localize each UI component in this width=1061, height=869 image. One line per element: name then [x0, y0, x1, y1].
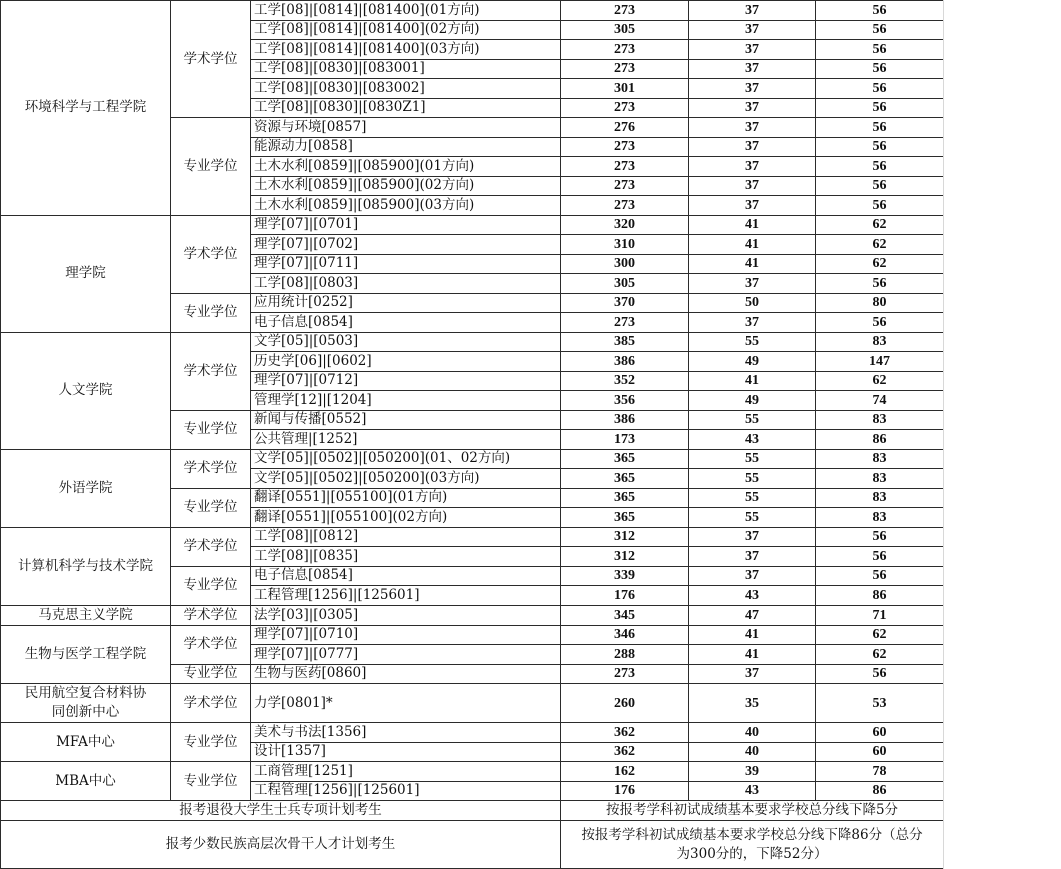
total-score-cell: 310 [561, 235, 689, 255]
score-100-cell: 55 [689, 332, 816, 352]
subject-cell: 理学[07]|[0777] [251, 645, 561, 665]
note-text: 按报考学科初试成绩基本要求学校总分线下降5分 [561, 801, 944, 821]
total-score-cell: 176 [561, 586, 689, 606]
score-100-cell: 35 [689, 684, 816, 723]
score-150-cell: 56 [816, 79, 944, 99]
total-score-cell: 362 [561, 723, 689, 743]
note-row [1, 821, 944, 869]
score-100-cell: 43 [689, 586, 816, 606]
total-score-cell: 288 [561, 645, 689, 665]
degree-type: 专业学位 [171, 118, 251, 216]
score-150-cell: 56 [816, 664, 944, 684]
score-100-cell: 37 [689, 1, 816, 21]
total-score-cell: 273 [561, 59, 689, 79]
score-150-cell: 60 [816, 723, 944, 743]
note-text: 按报考学科初试成绩基本要求学校总分线下降86分（总分为300分的，下降52分） [561, 821, 944, 869]
subject-cell: 应用统计[0252] [251, 293, 561, 313]
subject-cell: 文学[05]|[0502]|[050200](03方向) [251, 469, 561, 489]
score-100-cell: 49 [689, 352, 816, 372]
score-150-cell: 83 [816, 488, 944, 508]
subject-cell: 能源动力[0858] [251, 137, 561, 157]
table-row [1, 449, 944, 469]
subject-cell: 新闻与传播[0552] [251, 410, 561, 430]
subject-cell: 资源与环境[0857] [251, 118, 561, 138]
total-score-cell: 273 [561, 137, 689, 157]
degree-type: 学术学位 [171, 449, 251, 488]
total-score-cell: 276 [561, 118, 689, 138]
score-100-cell: 41 [689, 625, 816, 645]
total-score-cell: 320 [561, 215, 689, 235]
total-score-cell: 365 [561, 508, 689, 528]
subject-cell: 理学[07]|[0702] [251, 235, 561, 255]
score-150-cell: 56 [816, 313, 944, 333]
subject-cell: 设计[1357] [251, 742, 561, 762]
subject-cell: 翻译[0551]|[055100](01方向) [251, 488, 561, 508]
table-row [1, 1, 944, 21]
total-score-cell: 176 [561, 781, 689, 801]
score-100-cell: 37 [689, 566, 816, 586]
score-150-cell: 86 [816, 781, 944, 801]
score-150-cell: 56 [816, 118, 944, 138]
score-150-cell: 71 [816, 605, 944, 625]
score-100-cell: 40 [689, 723, 816, 743]
score-150-cell: 80 [816, 293, 944, 313]
table-row [1, 605, 944, 625]
score-100-cell: 37 [689, 274, 816, 294]
score-150-cell: 83 [816, 410, 944, 430]
score-100-cell: 43 [689, 430, 816, 450]
score-150-cell: 74 [816, 391, 944, 411]
score-100-cell: 55 [689, 469, 816, 489]
subject-cell: 工程管理[1256]|[125601] [251, 781, 561, 801]
score-150-cell: 62 [816, 215, 944, 235]
score-150-cell: 62 [816, 235, 944, 255]
degree-type: 专业学位 [171, 410, 251, 449]
score-100-cell: 49 [689, 391, 816, 411]
score-100-cell: 55 [689, 488, 816, 508]
subject-cell: 电子信息[0854] [251, 566, 561, 586]
note-label: 报考少数民族高层次骨干人才计划考生 [1, 821, 561, 869]
note-row [1, 801, 944, 821]
total-score-cell: 273 [561, 196, 689, 216]
subject-cell: 工学[08]|[0814]|[081400](02方向) [251, 20, 561, 40]
total-score-cell: 365 [561, 449, 689, 469]
degree-type: 专业学位 [171, 566, 251, 605]
total-score-cell: 312 [561, 527, 689, 547]
subject-cell: 工学[08]|[0803] [251, 274, 561, 294]
score-150-cell: 147 [816, 352, 944, 372]
total-score-cell: 273 [561, 1, 689, 21]
score-150-cell: 56 [816, 20, 944, 40]
score-150-cell: 56 [816, 547, 944, 567]
score-100-cell: 55 [689, 410, 816, 430]
score-100-cell: 41 [689, 235, 816, 255]
score-150-cell: 62 [816, 625, 944, 645]
score-100-cell: 37 [689, 176, 816, 196]
table-row [1, 332, 944, 352]
total-score-cell: 273 [561, 98, 689, 118]
total-score-cell: 346 [561, 625, 689, 645]
score-150-cell: 56 [816, 176, 944, 196]
subject-cell: 工学[08]|[0835] [251, 547, 561, 567]
subject-cell: 美术与书法[1356] [251, 723, 561, 743]
total-score-cell: 300 [561, 254, 689, 274]
score-100-cell: 37 [689, 40, 816, 60]
college-name: MBA中心 [1, 762, 171, 801]
total-score-cell: 312 [561, 547, 689, 567]
subject-cell: 管理学[12]|[1204] [251, 391, 561, 411]
score-150-cell: 62 [816, 645, 944, 665]
subject-cell: 工学[08]|[0814]|[081400](03方向) [251, 40, 561, 60]
degree-type: 学术学位 [171, 1, 251, 118]
score-100-cell: 41 [689, 645, 816, 665]
college-name: 人文学院 [1, 332, 171, 449]
subject-cell: 工学[08]|[0830]|[0830Z1] [251, 98, 561, 118]
subject-cell: 土木水利[0859]|[085900](03方向) [251, 196, 561, 216]
total-score-cell: 356 [561, 391, 689, 411]
score-150-cell: 56 [816, 1, 944, 21]
degree-type: 专业学位 [171, 664, 251, 684]
score-100-cell: 37 [689, 157, 816, 177]
total-score-cell: 273 [561, 157, 689, 177]
total-score-cell: 173 [561, 430, 689, 450]
total-score-cell: 260 [561, 684, 689, 723]
subject-cell: 翻译[0551]|[055100](02方向) [251, 508, 561, 528]
score-150-cell: 86 [816, 430, 944, 450]
degree-type: 专业学位 [171, 488, 251, 527]
score-100-cell: 37 [689, 20, 816, 40]
page-edge-line [943, 0, 944, 869]
score-100-cell: 37 [689, 79, 816, 99]
table-row [1, 762, 944, 782]
total-score-cell: 273 [561, 664, 689, 684]
subject-cell: 文学[05]|[0503] [251, 332, 561, 352]
degree-type: 学术学位 [171, 625, 251, 664]
subject-cell: 文学[05]|[0502]|[050200](01、02方向) [251, 449, 561, 469]
table-row [1, 527, 944, 547]
subject-cell: 生物与医药[0860] [251, 664, 561, 684]
score-150-cell: 56 [816, 40, 944, 60]
total-score-cell: 273 [561, 313, 689, 333]
college-name: 民用航空复合材料协同创新中心 [1, 684, 171, 723]
college-name: 环境科学与工程学院 [1, 1, 171, 216]
total-score-cell: 339 [561, 566, 689, 586]
total-score-cell: 162 [561, 762, 689, 782]
subject-cell: 土木水利[0859]|[085900](01方向) [251, 157, 561, 177]
table-row [1, 215, 944, 235]
subject-cell: 工学[08]|[0814]|[081400](01方向) [251, 1, 561, 21]
score-100-cell: 40 [689, 742, 816, 762]
subject-cell: 理学[07]|[0710] [251, 625, 561, 645]
subject-cell: 力学[0801]* [251, 684, 561, 723]
total-score-cell: 352 [561, 371, 689, 391]
total-score-cell: 305 [561, 274, 689, 294]
score-100-cell: 41 [689, 215, 816, 235]
degree-type: 专业学位 [171, 293, 251, 332]
score-150-cell: 78 [816, 762, 944, 782]
score-150-cell: 60 [816, 742, 944, 762]
score-150-cell: 83 [816, 449, 944, 469]
score-table-body [1, 1, 944, 869]
score-100-cell: 50 [689, 293, 816, 313]
score-150-cell: 83 [816, 332, 944, 352]
score-150-cell: 56 [816, 157, 944, 177]
score-150-cell: 83 [816, 508, 944, 528]
subject-cell: 工程管理[1256]|[125601] [251, 586, 561, 606]
score-150-cell: 53 [816, 684, 944, 723]
college-name: 计算机科学与技术学院 [1, 527, 171, 605]
subject-cell: 公共管理|[1252] [251, 430, 561, 450]
college-name: 理学院 [1, 215, 171, 332]
degree-type: 学术学位 [171, 215, 251, 293]
degree-type: 专业学位 [171, 762, 251, 801]
score-150-cell: 56 [816, 527, 944, 547]
score-100-cell: 55 [689, 449, 816, 469]
score-100-cell: 37 [689, 527, 816, 547]
score-100-cell: 37 [689, 137, 816, 157]
college-name: 马克思主义学院 [1, 605, 171, 625]
note-label: 报考退役大学生士兵专项计划考生 [1, 801, 561, 821]
score-150-cell: 62 [816, 371, 944, 391]
total-score-cell: 345 [561, 605, 689, 625]
score-150-cell: 56 [816, 274, 944, 294]
degree-type: 学术学位 [171, 684, 251, 723]
score-100-cell: 41 [689, 371, 816, 391]
score-100-cell: 37 [689, 196, 816, 216]
table-row [1, 684, 944, 723]
subject-cell: 历史学[06]|[0602] [251, 352, 561, 372]
total-score-cell: 385 [561, 332, 689, 352]
score-100-cell: 37 [689, 313, 816, 333]
degree-type: 学术学位 [171, 332, 251, 410]
subject-cell: 工学[08]|[0830]|[083001] [251, 59, 561, 79]
total-score-cell: 386 [561, 410, 689, 430]
degree-type: 学术学位 [171, 605, 251, 625]
subject-cell: 理学[07]|[0701] [251, 215, 561, 235]
score-150-cell: 56 [816, 137, 944, 157]
college-name: 生物与医学工程学院 [1, 625, 171, 684]
subject-cell: 理学[07]|[0712] [251, 371, 561, 391]
subject-cell: 电子信息[0854] [251, 313, 561, 333]
total-score-cell: 365 [561, 488, 689, 508]
total-score-cell: 273 [561, 176, 689, 196]
score-150-cell: 56 [816, 59, 944, 79]
score-150-cell: 56 [816, 98, 944, 118]
score-150-cell: 62 [816, 254, 944, 274]
score-150-cell: 86 [816, 586, 944, 606]
subject-cell: 理学[07]|[0711] [251, 254, 561, 274]
score-150-cell: 56 [816, 196, 944, 216]
table-row [1, 723, 944, 743]
score-100-cell: 37 [689, 98, 816, 118]
total-score-cell: 273 [561, 40, 689, 60]
total-score-cell: 305 [561, 20, 689, 40]
score-100-cell: 37 [689, 59, 816, 79]
subject-cell: 法学[03]|[0305] [251, 605, 561, 625]
score-150-cell: 83 [816, 469, 944, 489]
total-score-cell: 370 [561, 293, 689, 313]
total-score-cell: 301 [561, 79, 689, 99]
degree-type: 学术学位 [171, 527, 251, 566]
subject-cell: 工学[08]|[0830]|[083002] [251, 79, 561, 99]
score-100-cell: 41 [689, 254, 816, 274]
subject-cell: 工商管理[1251] [251, 762, 561, 782]
subject-cell: 土木水利[0859]|[085900](02方向) [251, 176, 561, 196]
degree-type: 专业学位 [171, 723, 251, 762]
college-name: 外语学院 [1, 449, 171, 527]
table-row [1, 625, 944, 645]
total-score-cell: 365 [561, 469, 689, 489]
subject-cell: 工学[08]|[0812] [251, 527, 561, 547]
college-name: MFA中心 [1, 723, 171, 762]
score-100-cell: 39 [689, 762, 816, 782]
score-100-cell: 37 [689, 664, 816, 684]
score-100-cell: 43 [689, 781, 816, 801]
score-100-cell: 47 [689, 605, 816, 625]
score-100-cell: 55 [689, 508, 816, 528]
score-100-cell: 37 [689, 547, 816, 567]
score-100-cell: 37 [689, 118, 816, 138]
total-score-cell: 386 [561, 352, 689, 372]
total-score-cell: 362 [561, 742, 689, 762]
score-150-cell: 56 [816, 566, 944, 586]
